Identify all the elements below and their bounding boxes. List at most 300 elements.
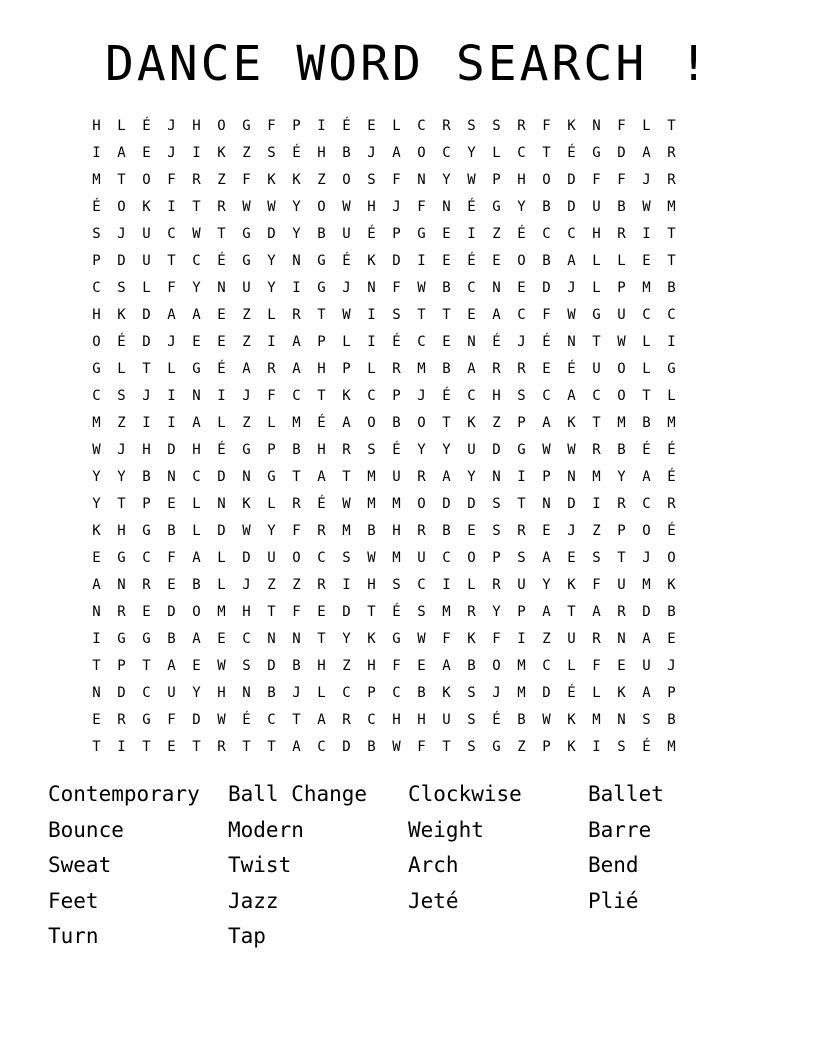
grid-letter: B — [292, 442, 301, 458]
grid-letter: I — [267, 334, 276, 350]
grid-letter: E — [542, 523, 551, 539]
grid-letter: É — [367, 226, 376, 242]
grid-letter: Y — [267, 280, 276, 296]
grid-letter: N — [492, 280, 501, 296]
grid-letter: W — [192, 226, 201, 242]
grid-letter: M — [592, 712, 601, 728]
grid-letter: B — [667, 604, 676, 620]
grid-letter: E — [142, 145, 151, 161]
grid-letter: G — [242, 442, 251, 458]
grid-letter: R — [217, 199, 226, 215]
grid-letter: M — [92, 415, 101, 431]
grid-letter: B — [467, 658, 476, 674]
grid-letter: R — [342, 442, 351, 458]
grid-letter: E — [167, 739, 176, 755]
grid-letter: G — [142, 712, 151, 728]
grid-letter: I — [667, 334, 676, 350]
grid-letter: N — [567, 469, 576, 485]
grid-letter: D — [617, 145, 626, 161]
grid-letter: P — [492, 550, 501, 566]
grid-letter: N — [117, 577, 126, 593]
grid-letter: F — [417, 199, 426, 215]
grid-letter: N — [217, 496, 226, 512]
grid-letter: R — [667, 172, 676, 188]
grid-letter: E — [642, 253, 651, 269]
grid-letter: E — [442, 226, 451, 242]
grid-letter: I — [592, 739, 601, 755]
grid-letter: R — [667, 145, 676, 161]
grid-letter: A — [192, 631, 201, 647]
grid-letter: Z — [217, 172, 226, 188]
grid-letter: P — [92, 253, 101, 269]
grid-letter: H — [217, 685, 226, 701]
grid-letter: L — [217, 415, 226, 431]
grid-letter: Y — [192, 280, 201, 296]
page-title: DANCE WORD SEARCH ! — [104, 36, 712, 92]
grid-letter: N — [167, 469, 176, 485]
grid-letter: É — [517, 226, 526, 242]
grid-letter: R — [667, 496, 676, 512]
grid-letter: É — [567, 361, 576, 377]
grid-letter: C — [367, 388, 376, 404]
grid-letter: Y — [617, 469, 626, 485]
grid-letter: H — [117, 523, 126, 539]
grid-letter: J — [417, 388, 426, 404]
grid-letter: S — [492, 118, 501, 134]
grid-letter: L — [117, 361, 126, 377]
grid-letter: I — [317, 118, 326, 134]
grid-letter: P — [267, 442, 276, 458]
grid-letter: W — [217, 658, 226, 674]
grid-letter: W — [542, 442, 551, 458]
grid-letter: W — [342, 199, 351, 215]
grid-letter: W — [92, 442, 101, 458]
grid-letter: H — [592, 226, 601, 242]
grid-letter: S — [467, 685, 476, 701]
word-list-item: Ball Change — [228, 782, 368, 806]
grid-letter: K — [467, 415, 476, 431]
grid-letter: B — [617, 442, 626, 458]
grid-letter: U — [167, 685, 176, 701]
grid-letter: F — [167, 550, 176, 566]
grid-letter: T — [217, 226, 226, 242]
grid-letter: I — [167, 388, 176, 404]
grid-letter: C — [92, 388, 101, 404]
grid-letter: B — [442, 523, 451, 539]
grid-letter: U — [642, 658, 651, 674]
grid-letter: E — [192, 334, 201, 350]
grid-row — [84, 545, 734, 572]
grid-letter: S — [392, 577, 401, 593]
grid-letter: T — [92, 739, 101, 755]
word-list-item: Turn — [48, 924, 99, 949]
grid-letter: O — [542, 172, 551, 188]
grid-letter: T — [642, 388, 651, 404]
grid-letter: M — [367, 469, 376, 485]
grid-letter: Y — [467, 145, 476, 161]
grid-letter: K — [92, 523, 101, 539]
grid-letter: D — [167, 442, 176, 458]
grid-letter: W — [267, 199, 276, 215]
grid-letter: C — [667, 307, 676, 323]
grid-letter: N — [292, 631, 301, 647]
grid-letter: É — [217, 361, 226, 377]
grid-letter: D — [392, 253, 401, 269]
grid-letter: I — [517, 469, 526, 485]
grid-letter: T — [592, 334, 601, 350]
grid-letter: L — [642, 334, 651, 350]
grid-letter: C — [592, 388, 601, 404]
grid-letter: M — [392, 550, 401, 566]
grid-letter: H — [492, 388, 501, 404]
grid-letter: O — [192, 604, 201, 620]
grid-letter: C — [642, 496, 651, 512]
grid-letter: C — [542, 226, 551, 242]
grid-letter: É — [217, 442, 226, 458]
grid-letter: P — [617, 523, 626, 539]
grid-letter: B — [317, 226, 326, 242]
grid-letter: C — [317, 739, 326, 755]
grid-letter: E — [367, 118, 376, 134]
grid-letter: E — [442, 334, 451, 350]
grid-letter: Z — [592, 523, 601, 539]
grid-letter: G — [117, 550, 126, 566]
grid-letter: E — [542, 361, 551, 377]
grid-letter: R — [442, 118, 451, 134]
grid-letter: P — [392, 226, 401, 242]
word-list-item: Contemporary — [48, 782, 200, 806]
grid-letter: E — [667, 631, 676, 647]
grid-letter: C — [317, 550, 326, 566]
grid-letter: K — [567, 415, 576, 431]
grid-letter: O — [92, 334, 101, 350]
grid-row — [84, 302, 734, 329]
grid-letter: A — [192, 307, 201, 323]
grid-letter: C — [567, 226, 576, 242]
grid-letter: A — [642, 685, 651, 701]
grid-letter: J — [517, 334, 526, 350]
grid-letter: F — [167, 172, 176, 188]
grid-letter: B — [667, 712, 676, 728]
grid-letter: M — [217, 604, 226, 620]
grid-letter: Y — [492, 604, 501, 620]
grid-letter: F — [617, 118, 626, 134]
grid-letter: L — [592, 280, 601, 296]
grid-letter: J — [567, 280, 576, 296]
grid-letter: O — [617, 361, 626, 377]
grid-letter: E — [167, 496, 176, 512]
grid-letter: T — [517, 496, 526, 512]
grid-letter: H — [242, 604, 251, 620]
grid-letter: S — [267, 145, 276, 161]
grid-letter: G — [492, 199, 501, 215]
grid-letter: K — [442, 685, 451, 701]
grid-letter: T — [542, 145, 551, 161]
grid-letter: A — [292, 334, 301, 350]
grid-letter: Z — [267, 577, 276, 593]
grid-letter: M — [667, 199, 676, 215]
grid-letter: R — [617, 226, 626, 242]
grid-letter: B — [542, 199, 551, 215]
grid-letter: J — [167, 118, 176, 134]
grid-letter: E — [217, 307, 226, 323]
grid-letter: B — [292, 658, 301, 674]
grid-letter: C — [367, 712, 376, 728]
grid-letter: E — [167, 577, 176, 593]
grid-letter: B — [367, 739, 376, 755]
grid-letter: S — [492, 496, 501, 512]
grid-letter: R — [417, 469, 426, 485]
grid-letter: W — [542, 712, 551, 728]
grid-letter: A — [642, 469, 651, 485]
grid-letter: M — [292, 415, 301, 431]
grid-letter: R — [117, 604, 126, 620]
grid-letter: N — [542, 496, 551, 512]
grid-letter: B — [517, 712, 526, 728]
grid-letter: Y — [442, 442, 451, 458]
grid-letter: L — [142, 280, 151, 296]
word-list-item: Bend — [588, 853, 639, 878]
grid-letter: R — [492, 577, 501, 593]
grid-letter: É — [142, 118, 151, 134]
grid-letter: G — [317, 280, 326, 296]
grid-letter: I — [342, 577, 351, 593]
grid-letter: H — [367, 658, 376, 674]
grid-letter: D — [242, 550, 251, 566]
grid-letter: H — [192, 118, 201, 134]
grid-letter: H — [317, 658, 326, 674]
grid-letter: H — [92, 307, 101, 323]
grid-letter: G — [242, 118, 251, 134]
grid-letter: Y — [417, 442, 426, 458]
grid-row — [84, 113, 734, 140]
grid-letter: C — [142, 685, 151, 701]
grid-letter: S — [467, 118, 476, 134]
grid-letter: G — [592, 145, 601, 161]
grid-letter: N — [492, 469, 501, 485]
word-list-item: Arch — [408, 853, 459, 878]
grid-letter: É — [567, 145, 576, 161]
grid-letter: G — [392, 631, 401, 647]
grid-letter: L — [592, 685, 601, 701]
grid-letter: W — [567, 307, 576, 323]
grid-letter: F — [392, 172, 401, 188]
grid-letter: P — [542, 739, 551, 755]
grid-letter: A — [342, 415, 351, 431]
grid-letter: O — [217, 118, 226, 134]
grid-letter: C — [417, 577, 426, 593]
grid-letter: Y — [342, 631, 351, 647]
grid-letter: D — [217, 523, 226, 539]
grid-letter: N — [242, 685, 251, 701]
grid-letter: K — [367, 631, 376, 647]
grid-letter: C — [92, 280, 101, 296]
grid-letter: R — [317, 523, 326, 539]
grid-letter: P — [367, 685, 376, 701]
grid-letter: O — [492, 658, 501, 674]
grid-letter: Z — [242, 334, 251, 350]
grid-letter: C — [467, 280, 476, 296]
grid-letter: M — [642, 280, 651, 296]
grid-letter: O — [292, 550, 301, 566]
grid-letter: L — [117, 118, 126, 134]
grid-letter: Y — [542, 577, 551, 593]
grid-letter: D — [642, 604, 651, 620]
grid-letter: P — [392, 388, 401, 404]
grid-letter: E — [92, 712, 101, 728]
grid-letter: N — [92, 685, 101, 701]
grid-letter: F — [542, 118, 551, 134]
grid-letter: G — [267, 469, 276, 485]
grid-letter: D — [117, 685, 126, 701]
grid-letter: A — [592, 604, 601, 620]
grid-row — [84, 707, 734, 734]
grid-letter: É — [342, 253, 351, 269]
grid-letter: L — [642, 361, 651, 377]
grid-letter: D — [217, 469, 226, 485]
grid-letter: U — [567, 631, 576, 647]
grid-letter: P — [667, 685, 676, 701]
word-list-item: Sweat — [48, 853, 112, 878]
grid-letter: C — [192, 469, 201, 485]
grid-letter: E — [142, 604, 151, 620]
grid-letter: L — [317, 685, 326, 701]
grid-letter: P — [617, 280, 626, 296]
grid-letter: C — [192, 253, 201, 269]
grid-letter: K — [567, 712, 576, 728]
grid-letter: J — [392, 199, 401, 215]
grid-letter: A — [92, 577, 101, 593]
grid-letter: Y — [292, 226, 301, 242]
grid-letter: R — [417, 523, 426, 539]
grid-letter: C — [467, 388, 476, 404]
grid-letter: A — [442, 469, 451, 485]
grid-letter: É — [667, 523, 676, 539]
grid-letter: H — [317, 442, 326, 458]
grid-letter: K — [242, 496, 251, 512]
grid-letter: A — [567, 253, 576, 269]
grid-letter: S — [117, 280, 126, 296]
grid-letter: W — [342, 496, 351, 512]
grid-letter: G — [667, 361, 676, 377]
grid-letter: O — [417, 415, 426, 431]
grid-letter: T — [267, 739, 276, 755]
grid-letter: M — [342, 523, 351, 539]
grid-letter: B — [142, 469, 151, 485]
grid-letter: J — [367, 145, 376, 161]
word-list-item: Jeté — [408, 888, 459, 913]
grid-letter: Z — [117, 415, 126, 431]
grid-letter: Y — [517, 199, 526, 215]
grid-letter: A — [167, 307, 176, 323]
grid-letter: K — [117, 307, 126, 323]
grid-letter: G — [242, 226, 251, 242]
grid-letter: Z — [292, 577, 301, 593]
grid-letter: J — [342, 280, 351, 296]
grid-letter: J — [242, 577, 251, 593]
grid-row — [84, 653, 734, 680]
grid-letter: I — [117, 739, 126, 755]
grid-letter: K — [342, 388, 351, 404]
grid-letter: A — [292, 739, 301, 755]
grid-letter: H — [142, 442, 151, 458]
grid-letter: W — [617, 334, 626, 350]
grid-letter: A — [117, 145, 126, 161]
grid-letter: D — [542, 685, 551, 701]
grid-letter: N — [617, 631, 626, 647]
grid-letter: R — [592, 442, 601, 458]
grid-letter: C — [167, 226, 176, 242]
grid-letter: T — [267, 604, 276, 620]
grid-letter: G — [142, 631, 151, 647]
grid-letter: B — [392, 415, 401, 431]
grid-letter: N — [367, 280, 376, 296]
grid-letter: F — [417, 739, 426, 755]
grid-letter: B — [642, 415, 651, 431]
grid-letter: W — [392, 739, 401, 755]
grid-letter: F — [392, 280, 401, 296]
grid-letter: T — [667, 226, 676, 242]
grid-letter: J — [117, 226, 126, 242]
grid-letter: H — [317, 361, 326, 377]
grid-letter: C — [542, 388, 551, 404]
grid-letter: A — [192, 550, 201, 566]
grid-letter: A — [542, 415, 551, 431]
grid-letter: T — [567, 604, 576, 620]
grid-letter: A — [642, 631, 651, 647]
grid-letter: Y — [442, 172, 451, 188]
grid-letter: G — [242, 253, 251, 269]
grid-row — [84, 464, 734, 491]
grid-letter: M — [642, 577, 651, 593]
grid-letter: S — [367, 442, 376, 458]
grid-letter: H — [517, 172, 526, 188]
grid-row — [84, 383, 734, 410]
grid-letter: L — [392, 118, 401, 134]
grid-letter: W — [342, 307, 351, 323]
grid-letter: U — [617, 577, 626, 593]
grid-letter: N — [217, 280, 226, 296]
grid-letter: E — [517, 280, 526, 296]
grid-letter: H — [367, 199, 376, 215]
grid-letter: M — [442, 604, 451, 620]
grid-letter: W — [217, 712, 226, 728]
grid-letter: Y — [467, 469, 476, 485]
grid-letter: A — [467, 361, 476, 377]
grid-letter: J — [667, 658, 676, 674]
grid-letter: W — [417, 280, 426, 296]
grid-letter: É — [92, 199, 101, 215]
grid-letter: Z — [492, 226, 501, 242]
grid-letter: D — [567, 172, 576, 188]
grid-letter: F — [592, 172, 601, 188]
grid-letter: L — [642, 118, 651, 134]
grid-letter: D — [192, 712, 201, 728]
grid-letter: Z — [542, 631, 551, 647]
grid-letter: J — [167, 334, 176, 350]
grid-letter: K — [617, 685, 626, 701]
grid-letter: É — [342, 118, 351, 134]
grid-letter: C — [517, 145, 526, 161]
grid-letter: R — [617, 604, 626, 620]
grid-row — [84, 275, 734, 302]
grid-letter: É — [642, 442, 651, 458]
grid-letter: K — [367, 253, 376, 269]
grid-letter: A — [567, 388, 576, 404]
word-list — [48, 777, 768, 955]
grid-letter: C — [342, 685, 351, 701]
grid-letter: E — [492, 253, 501, 269]
